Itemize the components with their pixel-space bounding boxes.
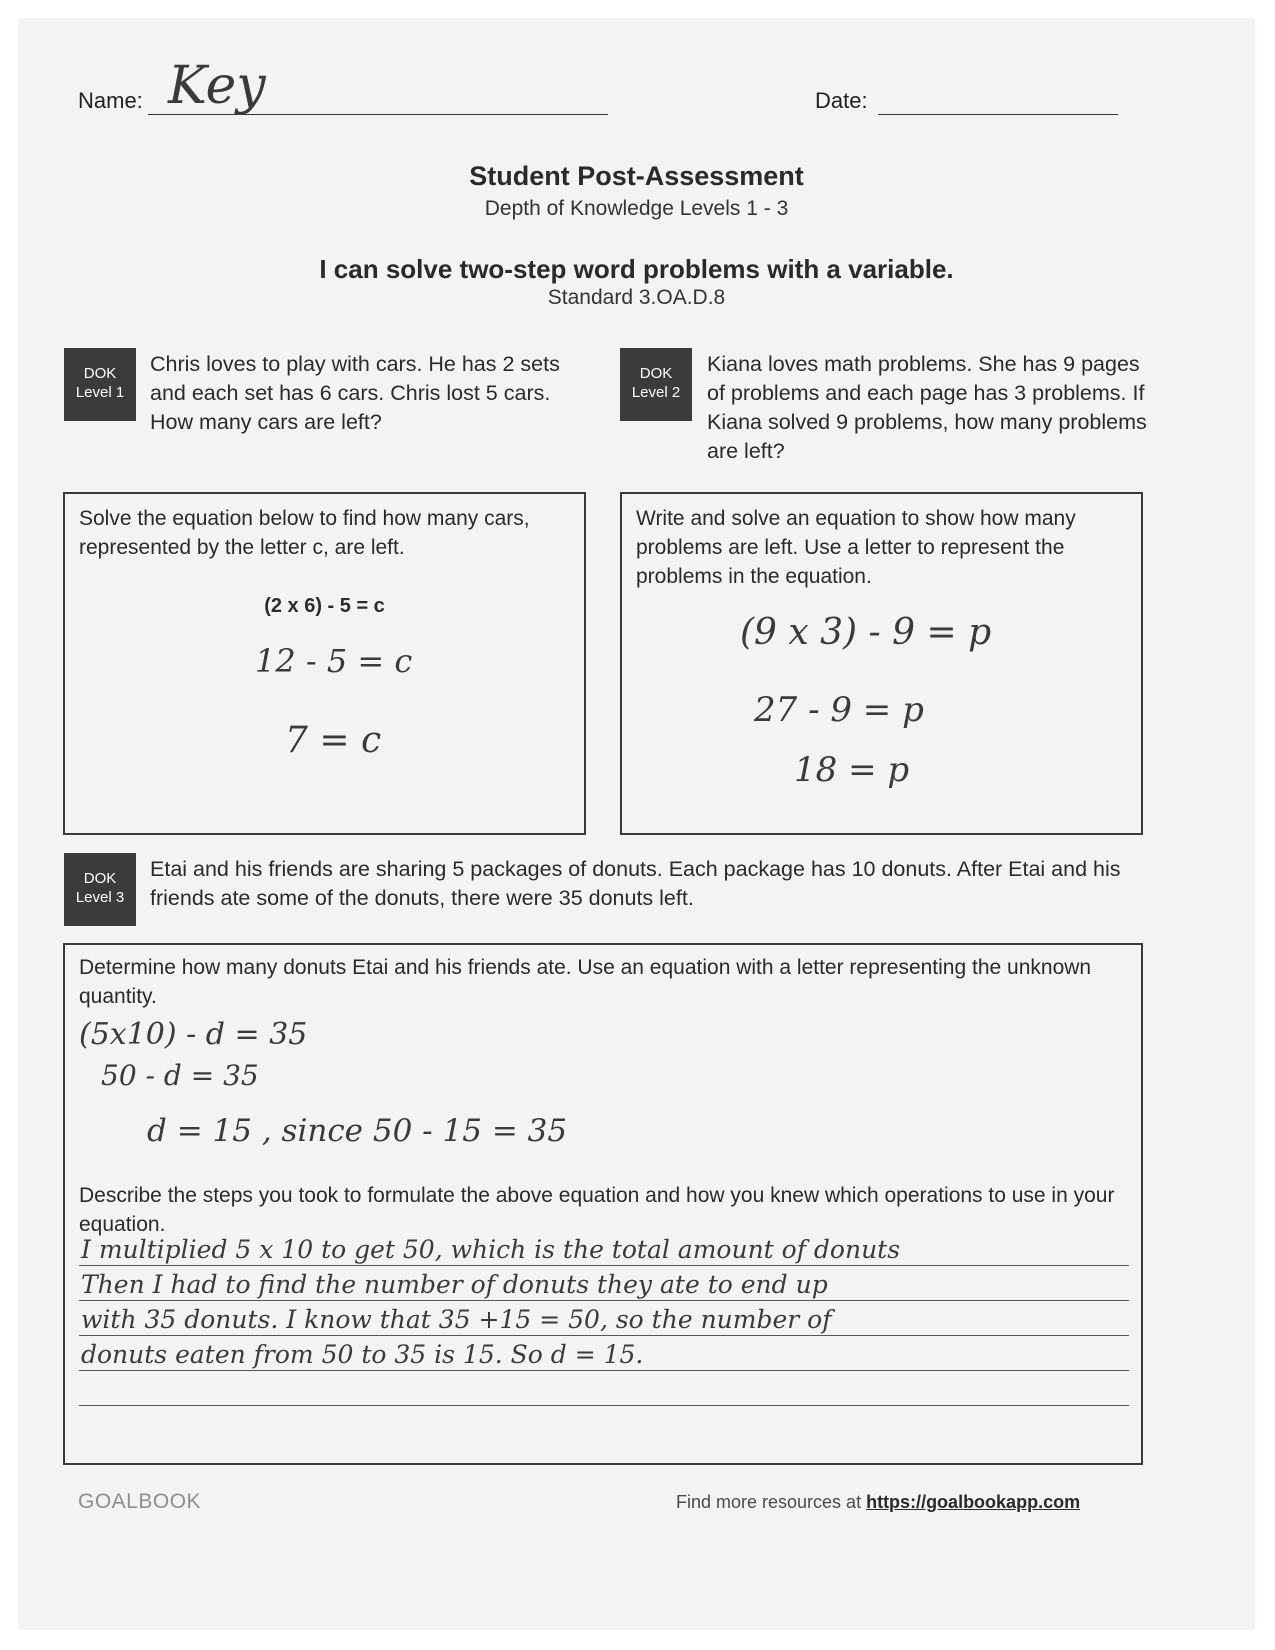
date-line[interactable] <box>878 114 1118 115</box>
date-label: Date: <box>815 88 868 113</box>
handwritten-explanation-line: I multiplied 5 x 10 to get 50, which is the total amount of donuts <box>81 1235 901 1264</box>
writing-line <box>79 1335 1129 1336</box>
name-label: Name: <box>78 88 143 113</box>
question-2-text: Kiana loves math problems. She has 9 pages of problems and each page has 3 problems. If Kiana solved 9 problems, how many problems are left? <box>707 352 1147 463</box>
footer-url-link[interactable]: https://goalbookapp.com <box>866 1492 1081 1512</box>
handwritten-answer-line: d = 15 , since 50 - 15 = 35 <box>147 1113 568 1149</box>
handwritten-explanation-line: Then I had to find the number of donuts they ate to end up <box>81 1270 828 1299</box>
footer-resources-text: Find more resources at <box>676 1492 867 1512</box>
handwritten-answer-line: 27 - 9 = p <box>754 690 924 730</box>
dok-level-3-badge <box>64 853 136 926</box>
handwritten-answer-line: 50 - d = 35 <box>101 1059 259 1092</box>
question-3-text: Etai and his friends are sharing 5 packages of donuts. Each package has 10 donuts. After Etai and his friends ate some of the donuts, there were 35 donuts left. <box>150 857 1121 910</box>
dok-level-1-badge <box>64 348 136 421</box>
footer-resources <box>676 1492 1080 1513</box>
badge-dok-text: DOK <box>639 365 673 382</box>
question-1-prompt: Solve the equation below to find how many cars, represented by the letter c, are left. <box>79 507 530 559</box>
goalbook-logo: GOALBOOK <box>78 1490 202 1513</box>
writing-line <box>79 1370 1129 1371</box>
badge-level-text: Level 2 <box>631 384 681 401</box>
badge-level-text: Level 1 <box>75 384 125 401</box>
handwritten-answer-line: (9 x 3) - 9 = p <box>740 612 992 653</box>
writing-line <box>79 1405 1129 1406</box>
handwritten-answer-line: 18 = p <box>794 750 910 790</box>
writing-line <box>79 1300 1129 1301</box>
answer-box-1[interactable] <box>63 492 586 835</box>
name-signature: Key <box>168 56 266 116</box>
dok-level-2-badge <box>620 348 692 421</box>
handwritten-explanation-line: with 35 donuts. I know that 35 +15 = 50, so the number of <box>81 1305 832 1334</box>
question-1-text: Chris loves to play with cars. He has 2 sets and each set has 6 cars. Chris lost 5 cars. How many cars are left? <box>150 352 560 434</box>
badge-level-text: Level 3 <box>75 889 125 906</box>
worksheet-page <box>18 18 1255 1630</box>
badge-dok-text: DOK <box>83 870 117 887</box>
handwritten-answer-line: 12 - 5 = c <box>255 642 413 680</box>
writing-line <box>79 1265 1129 1266</box>
question-1-equation: (2 x 6) - 5 = c <box>264 595 385 617</box>
question-2-prompt: Write and solve an equation to show how many problems are left. Use a letter to represent the problems in the equation. <box>636 507 1076 588</box>
handwritten-explanation-line: donuts eaten from 50 to 35 is 15. So d = 15. <box>81 1340 644 1369</box>
objective-heading: I can solve two-step word problems with a variable. <box>319 254 954 284</box>
question-3-prompt-equation: Determine how many donuts Etai and his friends ate. Use an equation with a letter representing the unknown quantity. <box>79 956 1092 1008</box>
handwritten-answer-line: (5x10) - d = 35 <box>79 1017 308 1052</box>
page-title: Student Post-Assessment <box>469 161 804 191</box>
answer-box-3[interactable] <box>63 943 1143 1465</box>
badge-dok-text: DOK <box>83 365 117 382</box>
question-3-prompt-explain: Describe the steps you took to formulate the above equation and how you knew which operations to use in your equation. <box>79 1184 1115 1236</box>
handwritten-answer-line: 7 = c <box>285 720 382 761</box>
page-subtitle: Depth of Knowledge Levels 1 - 3 <box>484 197 789 220</box>
answer-box-2[interactable] <box>620 492 1143 835</box>
standard-label: Standard 3.OA.D.8 <box>547 286 726 309</box>
